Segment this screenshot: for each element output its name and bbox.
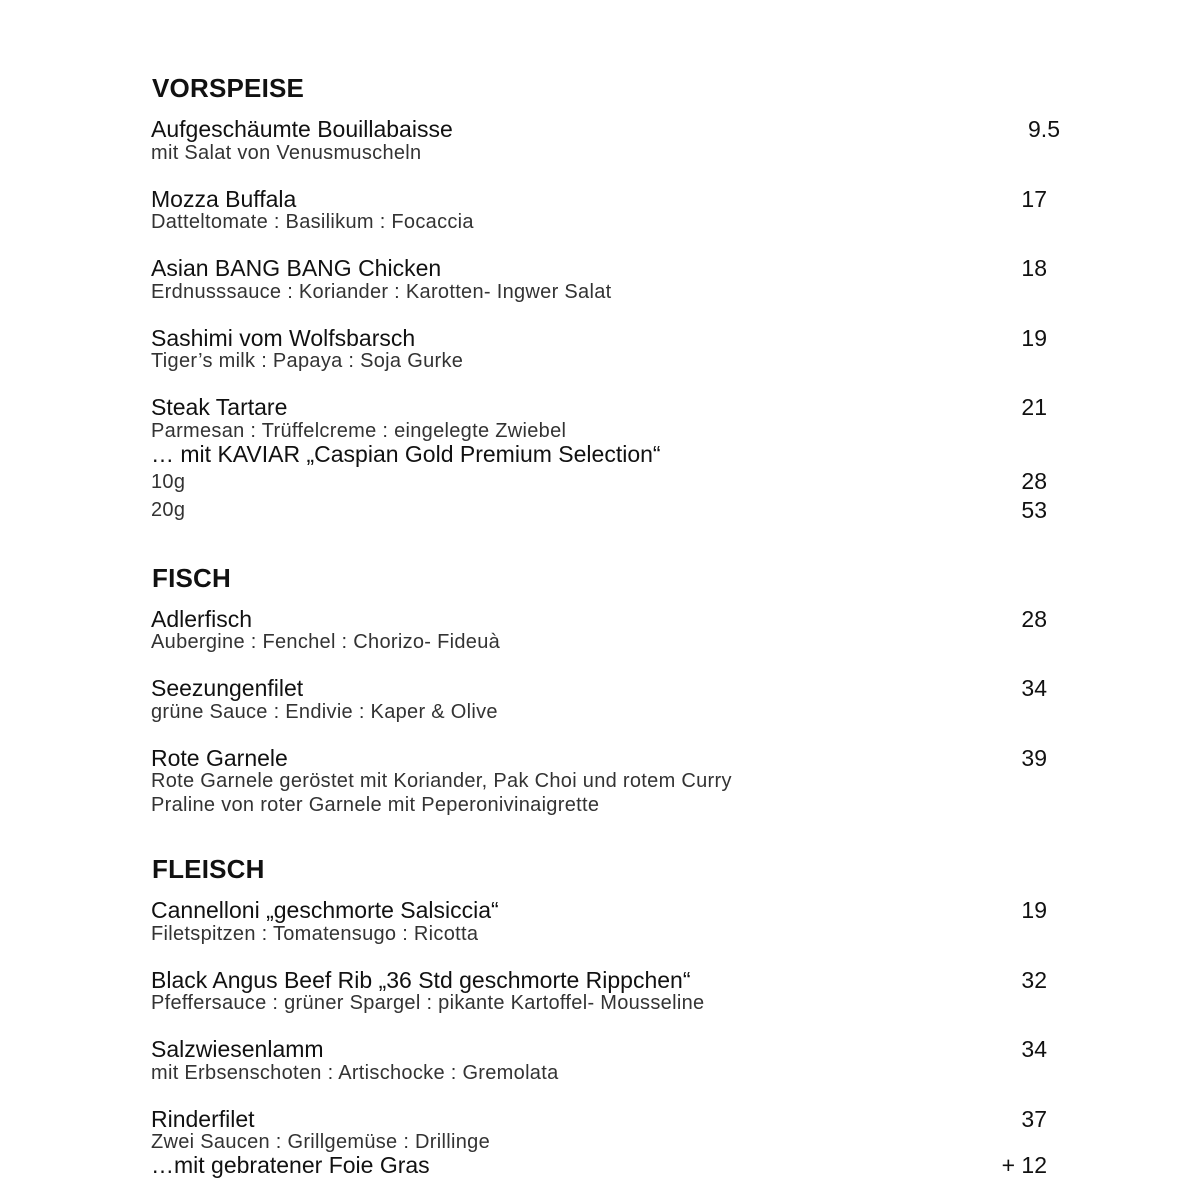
dish-price: 32 [1021, 967, 1047, 993]
dish-name: Steak Tartare [151, 394, 288, 420]
dish-name: Asian BANG BANG Chicken [151, 255, 442, 281]
dish-name: Mozza Buffala [151, 186, 297, 212]
dish-extra-price: + 12 [1001, 1152, 1047, 1178]
dish-price: 19 [1021, 897, 1047, 923]
section-heading-fisch: FISCH [152, 563, 231, 593]
section-heading-vorspeise: VORSPEISE [152, 73, 305, 103]
dish-price: 17 [1021, 186, 1047, 212]
dish-price: 19 [1021, 325, 1047, 351]
dish-price: 39 [1021, 745, 1047, 771]
dish-extra: …mit gebratener Foie Gras [151, 1152, 430, 1178]
dish-name: Black Angus Beef Rib „36 Std geschmorte Rippchen“ [151, 967, 691, 993]
dish-name: Rinderfilet [151, 1106, 255, 1132]
dish-description: Praline von roter Garnele mit Peperonivinaigrette [151, 794, 600, 816]
dish-name: Seezungenfilet [151, 675, 304, 701]
dish-price: 21 [1021, 394, 1047, 420]
dish-description: mit Erbsenschoten : Artischocke : Gremolata [151, 1062, 559, 1084]
dish-description: Filetspitzen : Tomatensugo : Ricotta [151, 923, 479, 945]
dish-price: 18 [1021, 255, 1047, 281]
dish-price: 37 [1021, 1106, 1047, 1132]
dish-description: Pfeffersauce : grüner Spargel : pikante Kartoffel- Mousseline [151, 992, 705, 1014]
section-heading-fleisch: FLEISCH [152, 854, 265, 884]
dish-price: 34 [1021, 675, 1047, 701]
option-label: 10g [151, 471, 186, 493]
dish-name: Sashimi vom Wolfsbarsch [151, 325, 416, 351]
dish-description: Zwei Saucen : Grillgemüse : Drillinge [151, 1131, 490, 1153]
dish-description: grüne Sauce : Endivie : Kaper & Olive [151, 701, 498, 723]
dish-description: Rote Garnele geröstet mit Koriander, Pak Choi und rotem Curry [151, 770, 732, 792]
dish-name: Adlerfisch [151, 606, 252, 632]
dish-price: 9.5 [1028, 116, 1060, 142]
dish-price: 28 [1021, 606, 1047, 632]
dish-description: Datteltomate : Basilikum : Focaccia [151, 211, 474, 233]
dish-name: Rote Garnele [151, 745, 288, 771]
dish-description: Aubergine : Fenchel : Chorizo- Fideuà [151, 631, 501, 653]
dish-description: Erdnusssauce : Koriander : Karotten- Ingwer Salat [151, 281, 612, 303]
dish-name: Cannelloni „geschmorte Salsiccia“ [151, 897, 499, 923]
option-price: 28 [1021, 468, 1047, 494]
dish-name: Salzwiesenlamm [151, 1036, 324, 1062]
dish-extra: … mit KAVIAR „Caspian Gold Premium Selection“ [151, 441, 661, 467]
dish-description: mit Salat von Venusmuscheln [151, 142, 422, 164]
dish-description: Tiger’s milk : Papaya : Soja Gurke [151, 350, 464, 372]
dish-name: Aufgeschäumte Bouillabaisse [151, 116, 453, 142]
option-price: 53 [1021, 497, 1047, 523]
dish-description: Parmesan : Trüffelcreme : eingelegte Zwiebel [151, 420, 567, 442]
option-label: 20g [151, 499, 186, 521]
dish-price: 34 [1021, 1036, 1047, 1062]
